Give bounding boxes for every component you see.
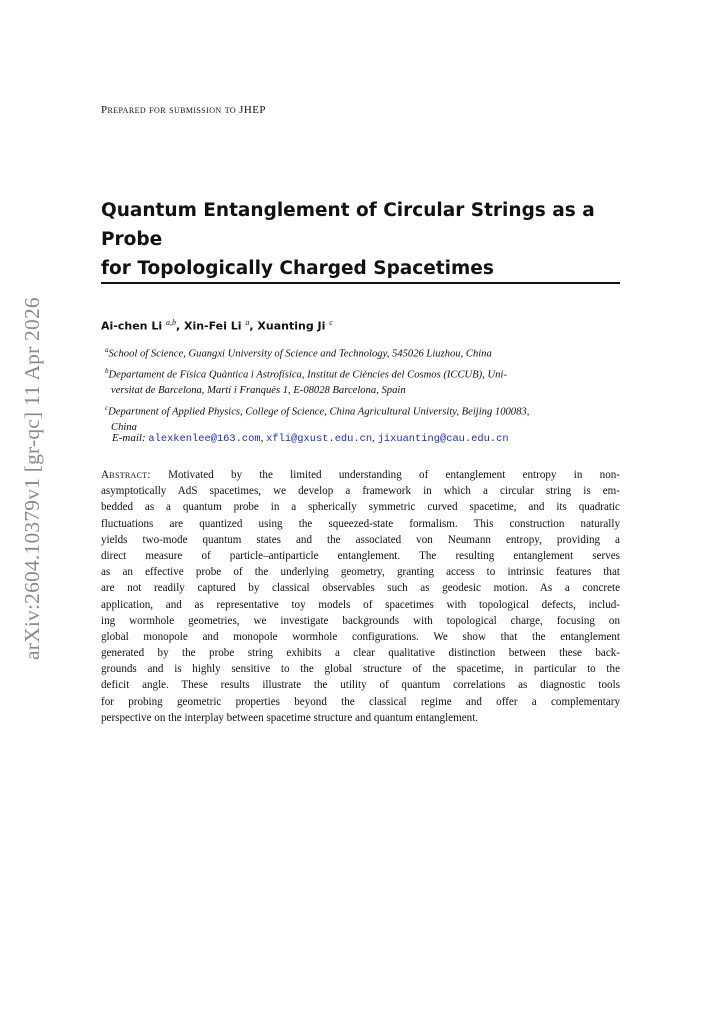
email-separator: , (260, 432, 267, 444)
abstract-first-text: Motivated by the limited understanding of entanglement entropy in non- (168, 469, 620, 481)
arxiv-stamp-text: arXiv:2604.10379v1 [gr-qc] 11 Apr 2026 (20, 297, 44, 660)
author-name: Xin-Fei Li (183, 319, 242, 333)
abstract-line: bedded as a quantum probe in a spherically symmetric curved spacetime, and its quadratic (101, 501, 620, 514)
abstract-line: fluctuations are quantized using the squeezed-state formalism. This construction naturally (101, 517, 620, 530)
email-label: E-mail: (112, 432, 146, 444)
title-line-2: for Topologically Charged Spacetimes (101, 258, 494, 279)
affiliation-text: Department of Applied Physics, College of Science, China Agricultural University, Beijing 100083, (108, 406, 530, 418)
affiliation-c-continuation: China (111, 422, 137, 434)
abstract-line: as an effective probe of the underlying geometry, granting access to intrinsic features that (101, 566, 620, 579)
abstract-line: for probing geometric properties beyond the classical regime and offer a complementary (101, 695, 620, 708)
abstract-line: direct measure of particle–antiparticle entanglement. The resulting entanglement serves (101, 549, 620, 562)
submission-note: Prepared for submission to JHEP (101, 104, 266, 116)
affiliation-b (105, 363, 621, 384)
abstract-line (101, 467, 620, 483)
author-separator: , (249, 319, 258, 333)
title-line-1: Quantum Entanglement of Circular Strings as a Probe (101, 200, 595, 250)
abstract-line: generated by the probe string exhibits a clear qualitative distinction between these back- (101, 647, 620, 660)
affiliation-text: School of Science, Guangxi University of Science and Technology, 545026 Liuzhou, China (108, 348, 492, 360)
author-separator: , (175, 319, 184, 333)
author-affil-mark: a,b (165, 318, 176, 327)
author-affil-mark: c (329, 318, 333, 327)
author-list (101, 318, 333, 333)
abstract-line: yields two-mode quantum states and the associated von Neumann entropy, providing a (101, 533, 620, 546)
abstract-line: ing wormhole geometries, we investigate backgrounds with topological charge, focusing on (101, 614, 620, 627)
abstract-line: deficit angle. These results illustrate the utility of quantum correlations as diagnostic tools (101, 679, 620, 692)
author-name: Ai-chen Li (101, 319, 163, 333)
email-line (112, 432, 509, 445)
email-link[interactable]: alexkenlee@163.com (148, 433, 261, 445)
email-link[interactable]: jixuanting@cau.edu.cn (377, 433, 509, 445)
email-link[interactable]: xfli@gxust.edu.cn (266, 433, 373, 445)
author-affil-mark: a (245, 318, 250, 327)
abstract-line: grounds and is highly sensitive to the global structure of the spacetime, in particular to the (101, 663, 620, 676)
affiliation-mark: a (105, 346, 109, 354)
abstract-heading: Abstract: (101, 469, 151, 481)
affiliation-c (105, 400, 621, 421)
affiliation-list (105, 342, 621, 437)
paper-title (101, 196, 631, 283)
abstract-line: perspective on the interplay between spacetime structure and quantum entanglement. (101, 711, 479, 724)
title-rule (101, 282, 620, 284)
abstract-line: global monopole and monopole wormhole configurations. We show that the entanglement (101, 630, 620, 643)
affiliation-mark: c (105, 403, 109, 412)
abstract-line: application, and as representative toy models of spacetimes with topological defects, includ- (101, 598, 620, 611)
affiliation-text: Departament de Física Quàntica i Astrofísica, Institut de Ciències del Cosmos (ICCUB), Uni- (108, 369, 507, 381)
abstract (101, 467, 620, 726)
author-name: Xuanting Ji (257, 319, 326, 333)
affiliation-b-continuation: versitat de Barcelona, Martí i Franquès 1, E-08028 Barcelona, Spain (111, 385, 406, 397)
affiliation-mark: b (105, 366, 109, 375)
email-separator: , (372, 432, 378, 444)
affiliation-a (105, 342, 621, 363)
abstract-line: asymptotically AdS spacetimes, we develop a framework in which a circular string is em- (101, 485, 620, 498)
arxiv-identifier-stamp (20, 297, 50, 660)
abstract-line: are not readily captured by classical observables such as geodesic motion. As a concrete (101, 582, 620, 595)
